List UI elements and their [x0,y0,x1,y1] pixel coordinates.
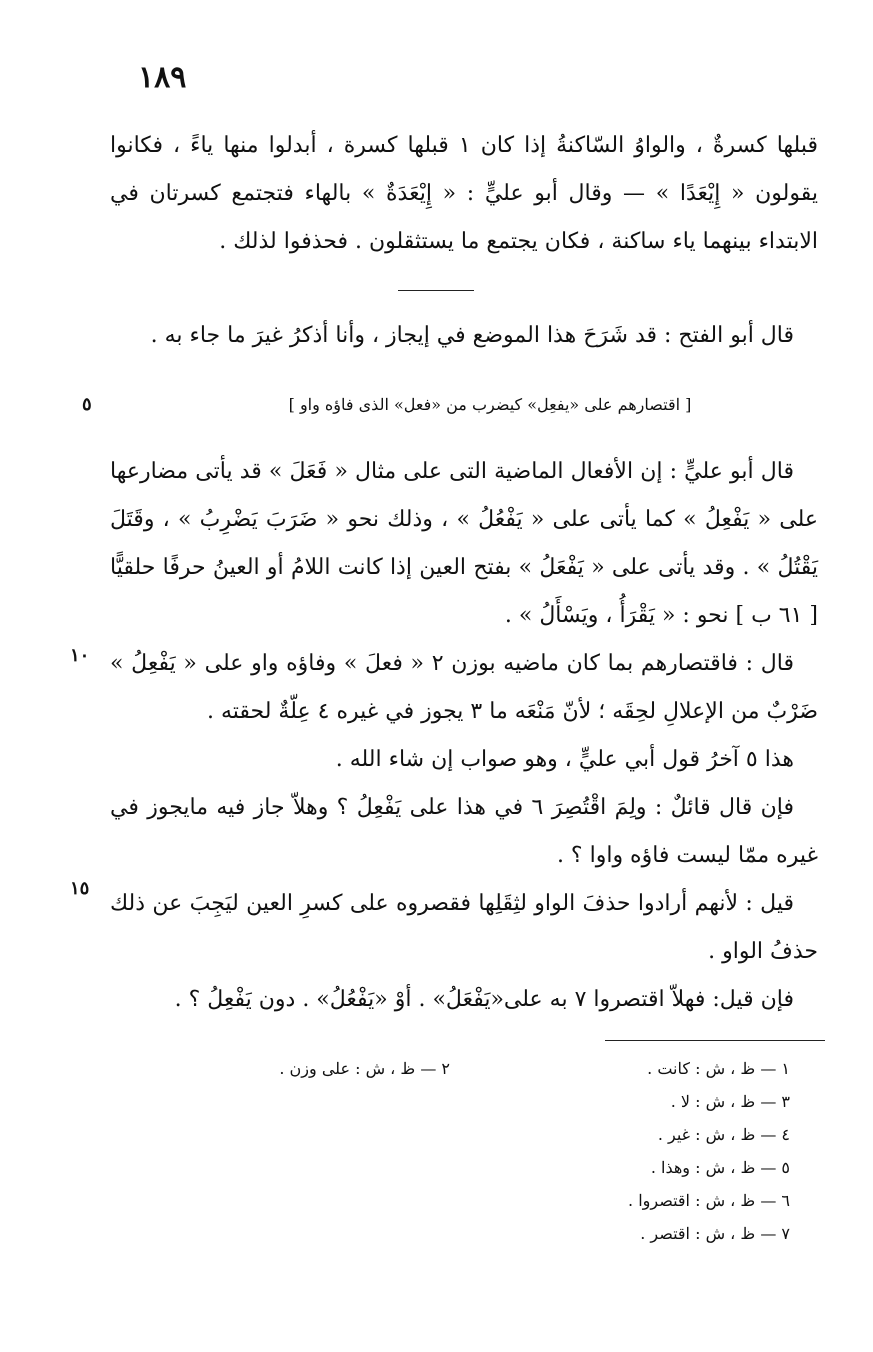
body-paragraph-6: فإن قيل: فهلاّ اقتصروا ٧ به على«يَفْعَلُ» . أوْ «يَفْعُلُ» . دون يَفْعِلُ ؟ . [174,987,794,1012]
body-paragraph-4: فإن قال قائلٌ : ولِمَ اقْتُصِرَ ٦ في هذا على يَفْعِلُ ؟ وهلاّ جاز فيه مايجوز في غيره ممّا ليست فاؤه واوا ؟ . [110,795,818,868]
footnotes-right-column [560,1052,790,1250]
page-number: ١٨٩ [138,60,187,95]
section-heading: [ اقتصارهم على «يفعِل» كيضرب من «فعل» الذى فاؤه واو ] [288,395,692,414]
margin-number-10: ١٠ [70,645,90,666]
body-paragraph-5: قيل : لأنهم أرادوا حذفَ الواو لثِقَلِها فقصروه على كسرِ العين ليَجِبَ عن ذلك حذفُ الواو . [110,891,818,964]
footnote-5: ٥ — ظ ، ش : وهذا . [650,1158,790,1177]
body-paragraph-2: قال : فاقتصارهم بما كان ماضيه بوزن ٢ « فعلَ » وفاؤه واو على « يَفْعِلُ » ضَرْبٌ من الإعلالِ لحِقَه ؛ لأنّ مَنْعَه ما ٣ يجوز في غيره ٤ عِلّةٌ لحقته . [110,651,818,724]
footnote-4: ٤ — ظ ، ش : غير . [657,1125,790,1144]
footnote-6: ٦ — ظ ، ش : اقتصروا . [628,1191,790,1210]
footnote-rule [605,1040,825,1041]
section-divider [398,290,474,291]
body-paragraph-3: هذا ٥ آخرُ قول أبي عليٍّ ، وهو صواب إن شاء الله . [335,747,794,772]
abu-alfath-text: قال أبو الفتح : قد شَرَحَ هذا الموضع في إيجاز ، وأنا أذكرُ غيرَ ما جاء به . [150,323,794,348]
top-paragraph-text: قبلها كسرةٌ ، والواوُ السّاكنةُ إذا كان ١ قبلها كسرة ، أبدلوا منها ياءً ، فكانوا يقولون « إِيْعَدًا » — وقال أبو عليٍّ : « إِيْعَدَةٌ » بالهاء فتجتمع كسرتان في الابتداء بينهما ياء ساكنة ، فكان يجتمع ما يستثقلون . فحذفوا لذلك . [110,133,818,254]
margin-number-5: ٥ [82,394,92,415]
footnote-3: ٣ — ظ ، ش : لا . [670,1092,790,1111]
main-body [110,448,818,1024]
footnotes-left-column [220,1052,450,1085]
body-paragraph-1: قال أبو عليٍّ : إن الأفعال الماضية التى على مثال « فَعَلَ » قد يأتى مضارعها على « يَفْعِلُ » كما يأتى على « يَفْعُلُ » ، وذلك نحو « ضَرَبَ يَضْرِبُ » ، وقَتَلَ يَقْتُلُ » . وقد يأتى على « يَفْعَلُ » بفتح العين إذا كانت اللامُ أو العينُ حرفًا حلقيًّا [ ٦١ ب ] نحو : « يَقْرَأُ ، ويَسْأَلُ » . [110,459,819,628]
footnote-1: ١ — ظ ، ش : كانت . [647,1059,790,1078]
footnote-2: ٢ — ظ ، ش : على وزن . [279,1059,450,1078]
footnote-7: ٧ — ظ ، ش : اقتصر . [640,1224,790,1243]
top-paragraph [110,122,818,266]
abu-alfath-paragraph [110,312,818,360]
margin-number-15: ١٥ [70,878,90,899]
